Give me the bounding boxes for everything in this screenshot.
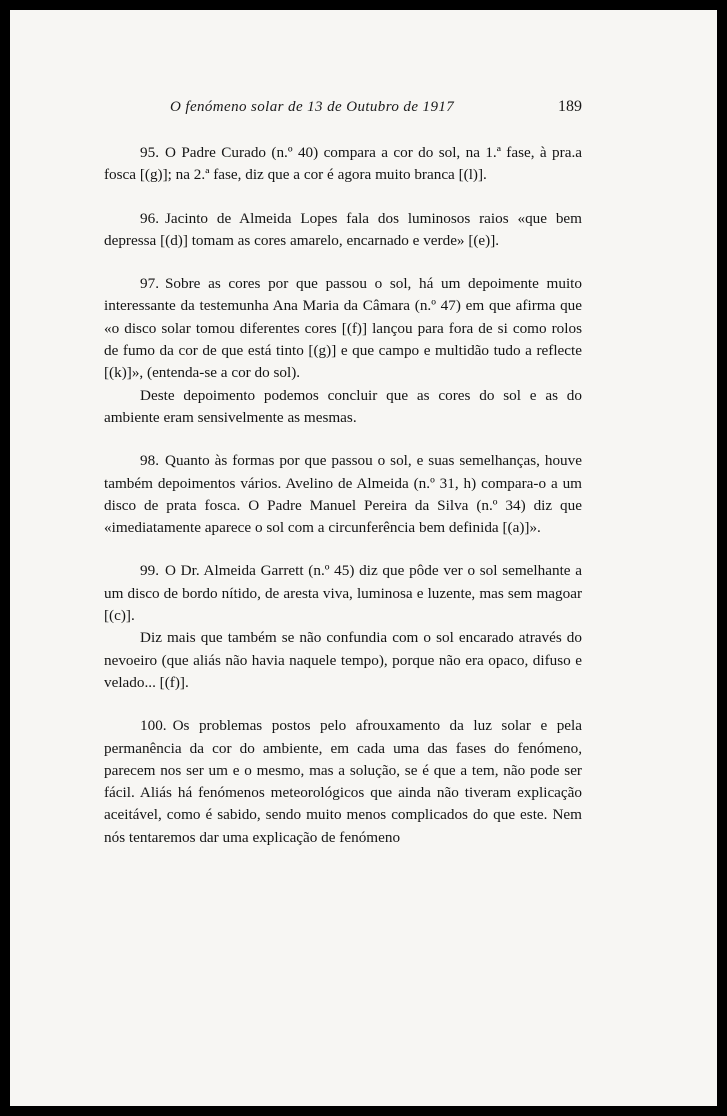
page-number: 189 [558,98,582,115]
paragraph-99-continuation [104,627,582,694]
paragraph-text: Diz mais que também se não confundia com o sol encarado através do nevoeiro (que aliás não havia naquele tempo), porque não era opaco, difuso e velado... [(f)]. [104,629,582,691]
running-title: O fenómeno solar de 13 de Outubro de 1917 [170,99,455,115]
paragraph-text: Quanto às formas por que passou o sol, e suas semelhanças, houve também depoimentos vários. Avelino de Almeida (n.º 31, h) compara-o a um disco de prata fosca. O Padre Manuel Pereira da Silva (n.º 34) diz que «imediatamente aparece o sol com a circunferência bem definida [(a)]». [104,452,582,537]
paragraph-98 [104,450,582,539]
paragraph-95 [104,142,582,187]
book-page [10,10,717,1106]
paragraph-99 [104,560,582,627]
paragraph-number: 99. [140,562,159,580]
paragraph-97 [104,273,582,384]
paragraph-text: Jacinto de Almeida Lopes fala dos luminosos raios «que bem depressa [(d)] tomam as cores amarelo, encarnado e verde» [(e)]. [104,209,582,249]
paragraph-text: O Padre Curado (n.º 40) compara a cor do sol, na 1.ª fase, à pra.a fosca [(g)]; na 2.ª fase, diz que a cor é agora muito branca [(l)]. [104,144,582,184]
page-body [104,142,582,870]
paragraph-number: 100. [140,717,167,735]
paragraph-100 [104,715,582,849]
paragraph-97-continuation [104,385,582,430]
paragraph-text: Deste depoimento podemos concluir que as cores do sol e as do ambiente eram sensivelmente as mesmas. [104,386,582,426]
running-header [170,98,582,116]
paragraph-number: 97. [140,275,159,293]
paragraph-number: 96. [140,209,159,227]
paragraph-number: 95. [140,144,159,161]
paragraph-text: Os problemas postos pelo afrouxamento da luz solar e pela permanência da cor do ambiente, em cada uma das fases do fenómeno, parecem nos ser um e o mesmo, mas a solução, se é que a tem, não pode ser fácil. Aliás há fenómenos meteorológicos que ainda não tiveram explicação aceitável, como é sabido, sendo muito menos complicados do que este. Nem nós tentaremos dar uma explicação de fenómeno [104,717,582,846]
paragraph-text: Sobre as cores por que passou o sol, há um depoimente muito interessante da testemunha Ana Maria da Câmara (n.º 47) em que afirma que «o disco solar tomou diferentes cores [(f)] lançou para fora de si como rolos de fumo da cor de que está tinto [(g)] e que campo e multidão tudo a reflecte [(k)]», (entenda-se a cor do sol). [104,275,582,382]
paragraph-96 [104,208,582,253]
paragraph-text: O Dr. Almeida Garrett (n.º 45) diz que pôde ver o sol semelhante a um disco de bordo nítido, de aresta viva, luminosa e luzente, mas sem magoar [(c)]. [104,562,582,625]
paragraph-number: 98. [140,452,159,470]
